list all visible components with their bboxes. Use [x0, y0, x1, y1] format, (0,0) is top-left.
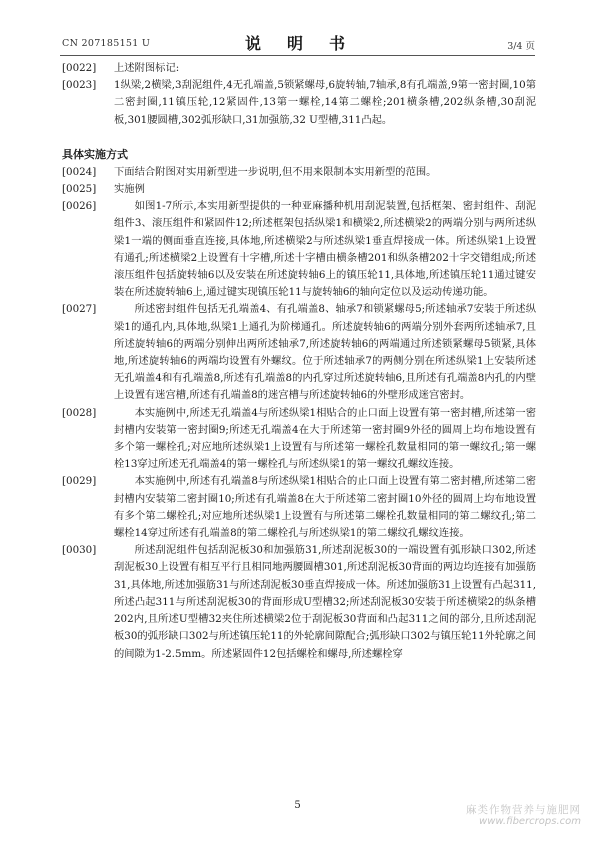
paragraph-number: [0029] — [62, 475, 97, 488]
paragraph — [62, 164, 536, 181]
paragraph-text: 本实施例中,所述有孔端盖8与所述纵梁1相贴合的止口面上设置有第二密封槽,所述第二密封槽内安装第二密封圈10;所述有孔端盖8在大于所述第二密封圈10外径的圆周上均布地设置有多个第二螺栓孔;对应地所述纵梁1上设置有与所述第二螺栓孔数量相同的第二螺纹孔;第二螺栓14穿过所述有孔端盖8的第二螺栓孔与所述纵梁1的第二螺纹孔螺纹连接。 — [114, 475, 536, 540]
paragraph-number: [0022] — [62, 62, 97, 74]
paragraph-number: [0028] — [62, 406, 97, 419]
paragraph-text: 1纵梁,2横梁,3刮泥组件,4无孔端盖,5锁紧螺母,6旋转轴,7轴承,8有孔端盖,9第一密封圈,10第二密封圈,11镇压轮,12紧固件,13第一螺栓,14第二螺栓;201横条槽,202纵条槽,30刮泥板,301腰圆槽,302弧形缺口,31加强筋,32 U型槽,311凸起。 — [114, 79, 536, 126]
paragraph-text: 如图1-7所示,本实用新型提供的一种亚麻播种机用刮泥装置,包括框架、密封组件、刮泥组件3、滚压组件和紧固件12;所述框架包括纵梁1和横梁2,所述横梁2的两端分别与两所述纵梁1一端的侧面垂直连接,具体地,所述横梁2与所述纵梁1垂直焊接成一体。所述纵梁1上设置有通孔;所述横梁2上设置有十字槽,所述十字槽由横条槽201和纵条槽202十字交错组成;所述滚压组件包括旋转轴6以及安装在所述旋转轴6上的镇压轮11,具体地,所述镇压轮11通过键安装在所述旋转轴6上,通过键实现镇压轮11与旋转轴6的轴向定位以及运动传递功能。 — [114, 200, 536, 299]
document-title: 说 明 书 — [244, 34, 350, 53]
page-indicator: 3/4 页 — [507, 41, 535, 52]
document-code: CN 207185151 U — [62, 38, 151, 49]
paragraph-number: [0030] — [62, 544, 97, 557]
paragraph-text: 上述附图标记: — [114, 62, 180, 74]
paragraph-number: [0025] — [62, 183, 97, 196]
paragraph-number: [0023] — [62, 79, 97, 92]
paragraph-text: 所述密封组件包括无孔端盖4、有孔端盖8、轴承7和锁紧螺母5;所述轴承7安装于所述纵梁1的通孔内,具体地,纵梁1上通孔为阶梯通孔。所述旋转轴6的两端分别外套两所述轴承7,且所述旋转轴6的两端分别伸出两所述轴承7,所述旋转轴6的两端通过所述锁紧螺母5锁紧,具体地,所述旋转轴6的两端均设置有外螺纹。位于所述轴承7的两侧分别在所述纵梁1上安装所述无孔端盖4和有孔端盖8,所述有孔端盖8的内孔穿过所述旋转轴6,且所述有孔端盖8内孔的内壁上设置有迷宫槽,所述有孔端盖8的迷宫槽与所述旋转轴6的外壁形成迷宫密封。 — [114, 303, 536, 402]
paragraph — [62, 405, 536, 474]
watermark-site-name: 麻类作物营养与施肥网 — [466, 804, 581, 816]
section-heading: 具体实施方式 — [62, 147, 128, 161]
paragraph-number: [0027] — [62, 303, 97, 316]
paragraph — [62, 542, 536, 662]
paragraph-text: 本实施例中,所述无孔端盖4与所述纵梁1相贴合的止口面上设置有第一密封槽,所述第一密封槽内安装第一密封圈9;所述无孔端盖4在大于所述第一密封圈9外径的圆周上均布地设置有多个第一螺栓孔;对应地所述纵梁1上设置有与所述第一螺栓孔数量相同的第一螺纹孔;第一螺栓13穿过所述无孔端盖4的第一螺栓孔与所述纵梁1的第一螺纹孔螺纹连接。 — [114, 406, 536, 471]
site-watermark — [466, 804, 581, 828]
paragraph-text: 下面结合附图对实用新型进一步说明,但不用来限制本实用新型的范围。 — [114, 165, 437, 178]
paragraph-group-main — [62, 164, 536, 663]
paragraph-number: [0026] — [62, 200, 97, 213]
paragraph — [62, 473, 536, 542]
paragraph-number: [0024] — [62, 165, 97, 178]
page-number: 5 — [294, 800, 301, 811]
header-divider — [60, 55, 535, 56]
watermark-url: www.fibercrops.com — [479, 816, 581, 827]
paragraph — [62, 77, 536, 129]
paragraph-group-top — [62, 60, 536, 129]
paragraph — [62, 301, 536, 404]
paragraph-text: 所述刮泥组件包括刮泥板30和加强筋31,所述刮泥板30的一端设置有弧形缺口302,所述刮泥板30上设置有相互平行且相同地两腰圆槽301,所述刮泥板30背面的两边均连接有加强筋31,具体地,所述加强筋31与所述刮泥板30垂直焊接成一体。所述加强筋31上设置有凸起311,所述凸起311与所述刮泥板30的背面形成U型槽32;所述刮泥板30安装于所述横梁2的纵条槽202内,且所述U型槽32夹住所述横梁2位于刮泥板30背面和凸起311之间的部分,且所述刮泥板30的弧形缺口302与所述镇压轮11的外轮廓间隙配合;弧形缺口302与镇压轮11外轮廓之间的间隙为1-2.5mm。所述紧固件12包括螺栓和螺母,所述螺栓穿 — [114, 544, 536, 660]
paragraph — [62, 181, 536, 198]
paragraph-text: 实施例 — [114, 183, 145, 196]
page-header — [0, 0, 595, 60]
paragraph — [62, 198, 536, 301]
document-body — [62, 60, 536, 663]
paragraph — [62, 60, 536, 77]
